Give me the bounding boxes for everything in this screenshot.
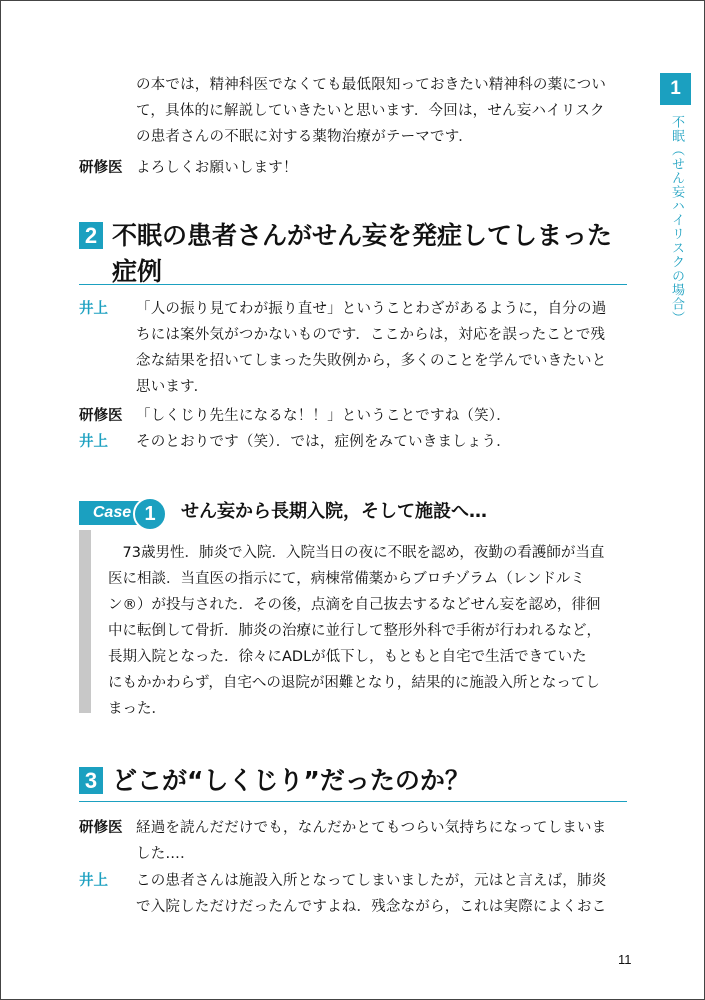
- text-line: ちには案外気がつかないものです．ここからは，対応を誤ったことで残: [136, 327, 606, 343]
- section-number-badge: 2: [79, 222, 103, 249]
- text-line: 長期入院となった．徐々にADLが低下し，もともと自宅で生活できていた: [108, 649, 587, 665]
- chapter-number-tab: 1: [660, 73, 691, 105]
- text-line: 念な結果を招いてしまった失敗例から，多くのことを学んでいきたいと: [136, 353, 607, 369]
- text-line: した…．: [136, 846, 195, 862]
- text-line: ン®）が投与された．その後，点滴を自己抜去するなどせん妄を認め，徘徊: [108, 597, 601, 613]
- text-line: 医に相談．当直医の指示にて，病棟常備薬からブロチゾラム（レンドルミ: [108, 571, 585, 587]
- text-line: この患者さんは施設入所となってしまいましたが，元はと言えば，肺炎: [136, 873, 607, 889]
- section-heading: [79, 763, 627, 802]
- text-line: 「人の振り見てわが振り直せ」ということわざがあるように，自分の過: [136, 301, 607, 317]
- text-line: 中に転倒して骨折．肺炎の治療に並行して整形外科で手術が行われるなど，: [108, 623, 601, 639]
- case-number-badge: 1: [133, 497, 167, 531]
- dialogue-text: 「しくじり先生になるな！！」ということですね（笑）．: [136, 408, 511, 424]
- section-number-badge: 3: [79, 767, 103, 794]
- text-line: て，具体的に解説していきたいと思います．今回は，せん妄ハイリスク: [136, 103, 605, 119]
- section-title-line: 不眠の患者さんがせん妄を発症してしまった: [112, 221, 613, 250]
- case-body: [108, 540, 630, 722]
- case-side-bar: [79, 530, 91, 713]
- page-number: 11: [618, 952, 632, 967]
- speaker-inoue: 井上: [79, 434, 108, 450]
- dialogue-paragraph: [136, 296, 631, 400]
- text-line: の患者さんの不眠に対する薬物治療がテーマです．: [136, 129, 473, 145]
- dialogue-paragraph: [136, 815, 631, 867]
- text-line: 73歳男性．肺炎で入院．入院当日の夜に不眠を認め，夜勤の看護師が当直: [108, 545, 605, 561]
- text-line: 思います．: [136, 379, 209, 395]
- text-line: 経過を読んだだけでも，なんだかとてもつらい気持ちになってしまいま: [136, 820, 607, 836]
- section-title: どこが“しくじり”だったのか？: [112, 766, 470, 795]
- chapter-label: 不眠（せん妄ハイリスクの場合）: [669, 115, 684, 325]
- text-line: にもかかわらず，自宅への退院が困難となり，結果的に施設入所となってし: [108, 675, 600, 691]
- section-heading: [79, 218, 627, 285]
- section-title: [112, 218, 612, 290]
- text-line: の本では，精神科医でなくても最低限知っておきたい精神科の薬につい: [136, 77, 607, 93]
- text-line: で入院しただけだったんですよね．残念ながら，これは実際によくおこ: [136, 899, 607, 915]
- section-title-line: 症例: [112, 257, 163, 286]
- speaker-resident: 研修医: [79, 408, 123, 424]
- speaker-inoue: 井上: [79, 301, 108, 317]
- text-line: まった．: [108, 701, 166, 717]
- dialogue-text: そのとおりです（笑）．では，症例をみていきましょう．: [136, 434, 511, 450]
- case-tag: Case: [79, 501, 145, 525]
- intro-paragraph: [136, 72, 631, 150]
- case-title: せん妄から長期入院，そして施設へ…: [181, 501, 487, 522]
- speaker-resident: 研修医: [79, 160, 123, 176]
- dialogue-paragraph: [136, 868, 631, 920]
- speaker-resident: 研修医: [79, 820, 123, 836]
- speaker-inoue: 井上: [79, 873, 108, 889]
- case-header: [79, 497, 639, 529]
- dialogue-text: よろしくお願いします！: [136, 160, 298, 176]
